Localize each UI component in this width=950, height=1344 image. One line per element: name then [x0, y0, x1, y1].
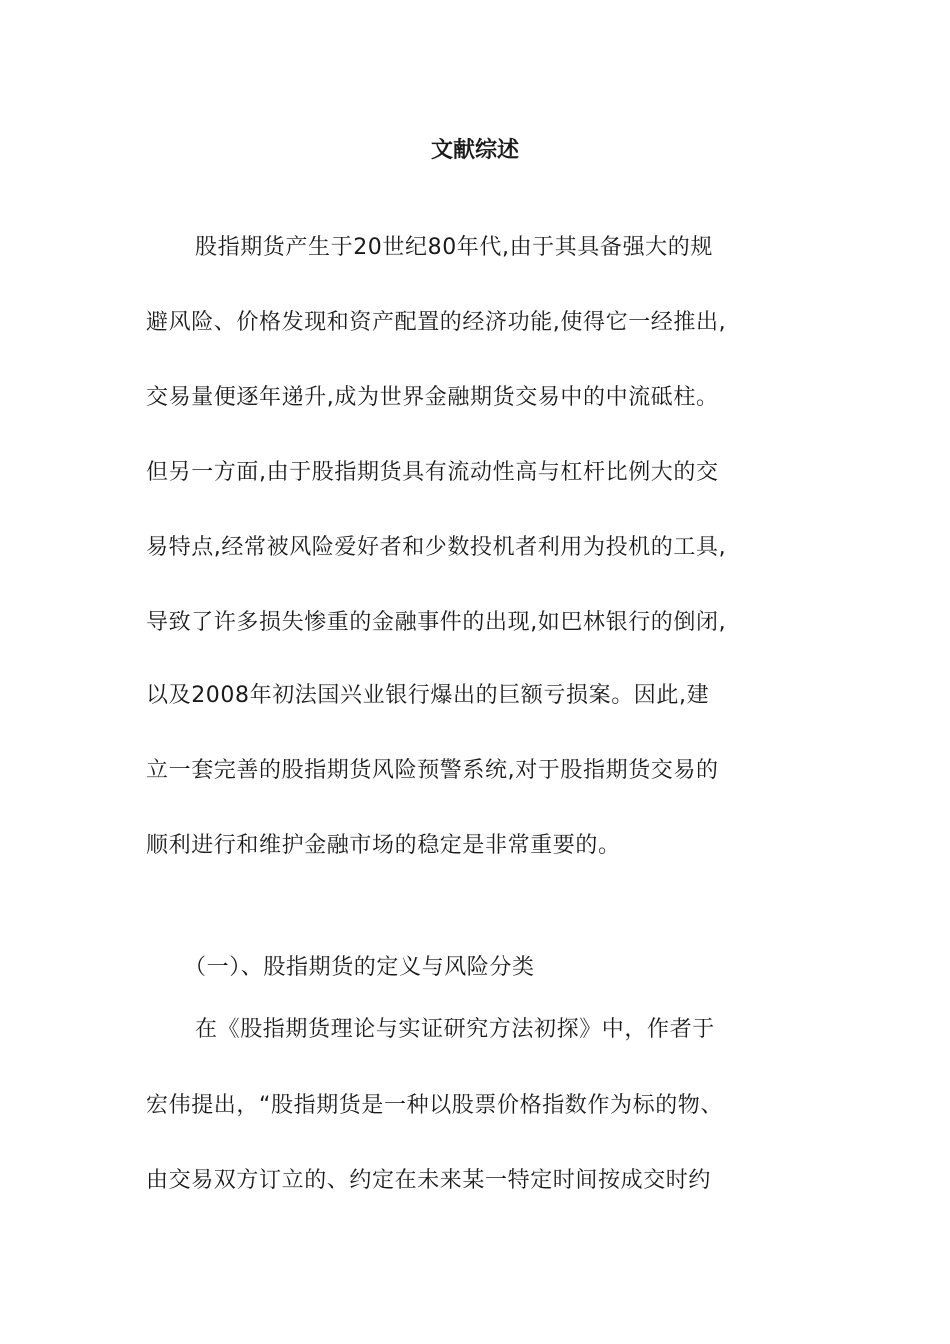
paragraph-line: 股指期货产生于20世纪80年代,由于其具备强大的规 — [195, 235, 713, 260]
paragraph-line: 顺利进行和维护金融市场的稳定是非常重要的。 — [146, 833, 621, 858]
paragraph-line: 交易量便逐年递升,成为世界金融期货交易中的中流砥柱。 — [146, 385, 719, 410]
paragraph-line: 避风险、价格发现和资产配置的经济功能,使得它一经推出, — [146, 310, 727, 335]
paragraph-line: 立一套完善的股指期货风险预警系统,对于股指期货交易的 — [146, 758, 719, 783]
section-heading: （一）、股指期货的定义与风险分类 — [184, 955, 535, 980]
document-title: 文献综述 — [430, 138, 519, 163]
paragraph-line: 以及2008年初法国兴业银行爆出的巨额亏损案。因此,建 — [146, 683, 710, 708]
paragraph-line: 宏伟提出，“股指期货是一种以股票价格指数作为标的物、 — [146, 1093, 723, 1118]
paragraph-line: 由交易双方订立的、约定在未来某一特定时间按成交时约 — [146, 1168, 712, 1193]
paragraph-line: 在《股指期货理论与实证研究方法初探》中，作者于 — [195, 1017, 715, 1042]
paragraph-line: 易特点,经常被风险爱好者和少数投机者利用为投机的工具, — [146, 535, 727, 560]
paragraph-line: 导致了许多损失惨重的金融事件的出现,如巴林银行的倒闭, — [146, 610, 727, 635]
paragraph-line: 但另一方面,由于股指期货具有流动性高与杠杆比例大的交 — [146, 460, 719, 485]
